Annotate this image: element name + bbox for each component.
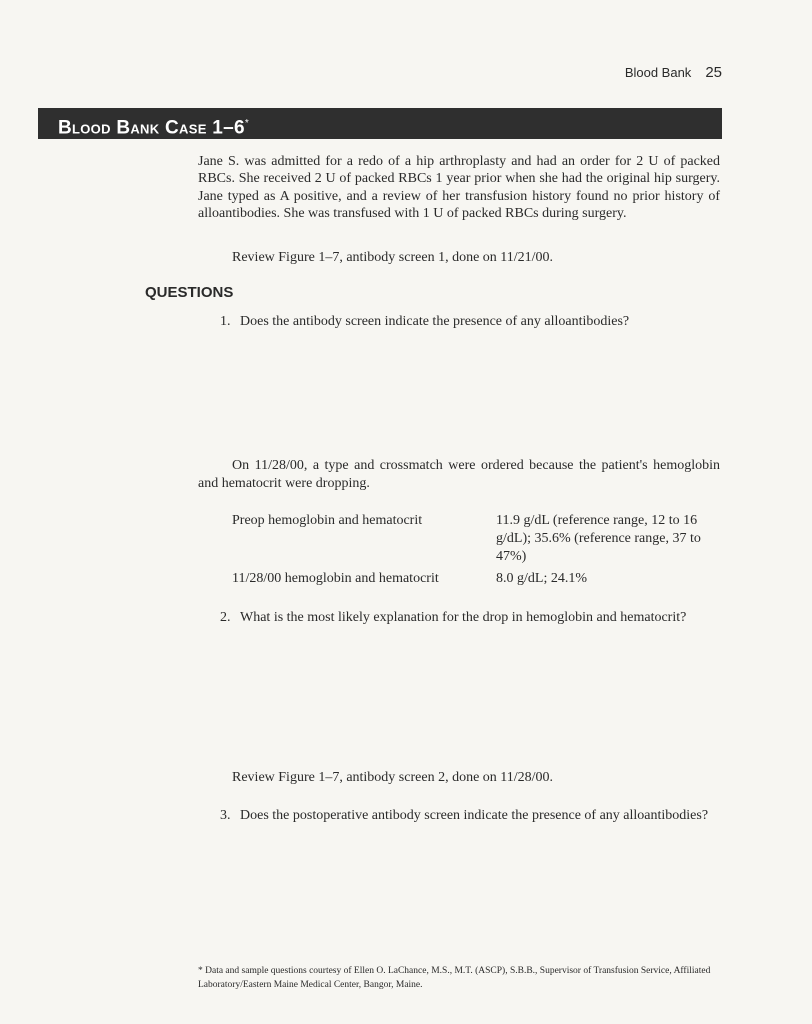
paragraph-2: On 11/28/00, a type and crossmatch were ordered because the patient's hemoglobin and hematocrit were dropping. [198,458,720,491]
review-note-2: Review Figure 1–7, antibody screen 2, done on 11/28/00. [232,770,554,785]
running-header [625,64,722,81]
lab-value-preop: 11.9 g/dL (reference range, 12 to 16 g/dL); 35.6% (reference range, 37 to 47%) [496,513,701,564]
footnote-mark: * [244,118,250,129]
section-name: Blood Bank [624,65,692,80]
lab-label-postop: 11/28/00 hemoglobin and hematocrit [232,571,439,586]
question-3 [220,807,720,825]
question-1 [220,313,720,331]
question-2-number: 2. [220,610,231,625]
case-title: Blood Bank Case 1–6 [58,117,245,139]
lab-label-preop: Preop hemoglobin and hematocrit [232,513,423,528]
case-title-band [38,108,722,139]
questions-heading: QUESTIONS [145,284,234,301]
question-3-text: Does the postoperative antibody screen indicate the presence of any alloantibodies? [240,808,709,823]
review-note-1: Review Figure 1–7, antibody screen 1, done on 11/21/00. [232,250,554,265]
question-1-text: Does the antibody screen indicate the presence of any alloantibodies? [240,314,630,329]
question-3-number: 3. [220,808,231,823]
question-1-number: 1. [220,314,231,329]
intro-paragraph: Jane S. was admitted for a redo of a hip arthroplasty and had an order for 2 U of packed RBCs. She received 2 U of packed RBCs 1 year prior when she had the original hip surgery. Jane typed as A positive, and a review of her transfusion history found no prior history of alloantibodies. She was transfused with 1 U of packed RBCs during surgery. [198,154,720,222]
footnote: * Data and sample questions courtesy of Ellen O. LaChance, M.S., M.T. (ASCP), S.B.B., Supervisor of Transfusion Service, Affiliated Laboratory/Eastern Maine Medical Center, Bangor, Maine. [198,966,711,990]
question-2 [220,609,720,627]
lab-value-postop: 8.0 g/dL; 24.1% [496,571,587,586]
page-number: 25 [705,64,722,81]
question-2-text: What is the most likely explanation for the drop in hemoglobin and hematocrit? [240,610,687,625]
